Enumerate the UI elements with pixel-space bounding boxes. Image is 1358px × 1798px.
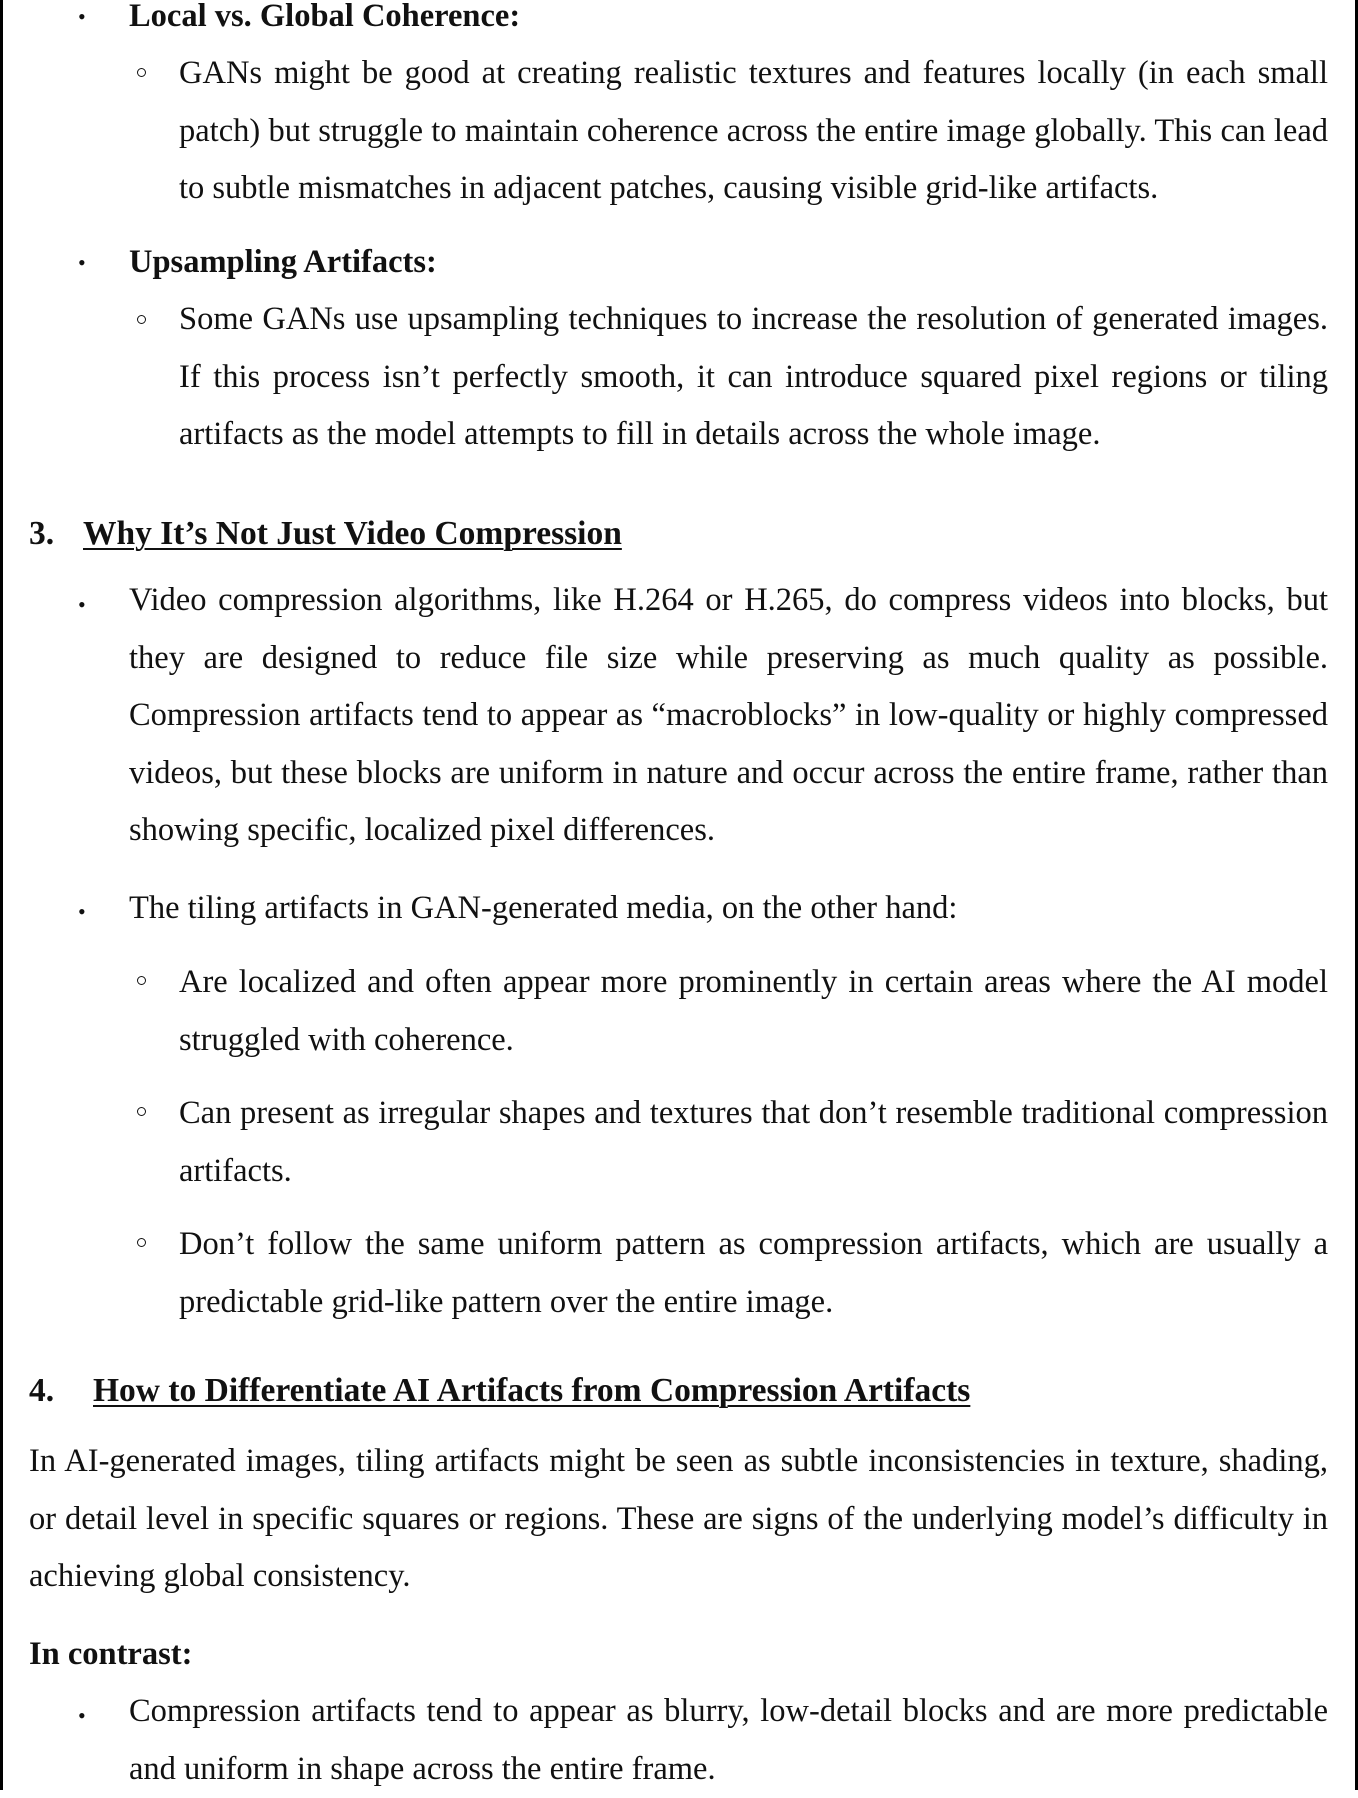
sub-item-local-global: GANs might be good at creating realistic textures and features locally (in each small patch) but struggle to maintain coherence across the entire image globally. This can lead to subtle mismatches in adjacent patches, causing visible grid-like artifacts. xyxy=(179,55,1328,206)
sub-bullet-circle xyxy=(137,976,146,985)
section-title-3: Why It’s Not Just Video Compression xyxy=(83,515,622,552)
bullet-dot: • xyxy=(78,250,86,275)
sub-bullet-circle xyxy=(137,315,146,324)
section-number-4: 4. xyxy=(29,1372,55,1409)
sub-item-upsampling: Some GANs use upsampling techniques to increase the resolution of generated images. If this process isn’t perfectly smooth, it can introduce squared pixel regions or tiling artifacts as the model attempts to fill in details across the whole image. xyxy=(179,301,1328,452)
paragraph-ai-generated: In AI-generated images, tiling artifacts might be seen as subtle inconsistencies in texture, shading, or detail level in specific squares or regions. These are signs of the underlying model’s difficulty in achieving global consistency. xyxy=(29,1443,1328,1594)
bullet-dot: • xyxy=(78,4,86,29)
sub-item-uniform-pattern: Don’t follow the same uniform pattern as compression artifacts, which are usually a predictable grid-like pattern over the entire image. xyxy=(179,1226,1328,1320)
paragraph-gan-tiling: The tiling artifacts in GAN-generated media, on the other hand: xyxy=(129,890,958,926)
sub-item-irregular: Can present as irregular shapes and textures that don’t resemble traditional compression artifacts. xyxy=(179,1095,1328,1189)
item-label-upsampling: Upsampling Artifacts: xyxy=(129,244,437,280)
section-title-4: How to Differentiate AI Artifacts from Compression Artifacts xyxy=(93,1372,971,1409)
sub-bullet-circle xyxy=(137,1107,146,1116)
section-heading-3 xyxy=(29,514,622,554)
in-contrast-label: In contrast: xyxy=(29,1636,193,1672)
item-label-local-global: Local vs. Global Coherence: xyxy=(129,0,521,34)
bullet-dot: • xyxy=(78,899,86,924)
bullet-dot: • xyxy=(78,592,86,617)
paragraph-video-compression: Video compression algorithms, like H.264 or H.265, do compress videos into blocks, but they are designed to reduce file size while preserving as much quality as possible. Compression artifacts tend to appear as “macroblocks” in low-quality or highly compressed videos, but these blocks are uniform in nature and occur across the entire frame, rather than showing specific, localized pixel differences. xyxy=(129,582,1328,848)
paragraph-compression-blurry: Compression artifacts tend to appear as blurry, low-detail blocks and are more predictable and uniform in shape across the entire frame. xyxy=(129,1693,1328,1787)
sub-item-localized: Are localized and often appear more prominently in certain areas where the AI model struggled with coherence. xyxy=(179,964,1328,1058)
sub-bullet-circle xyxy=(137,68,146,77)
section-number-3: 3. xyxy=(29,515,55,552)
bullet-dot: • xyxy=(78,1703,86,1728)
sub-bullet-circle xyxy=(137,1238,146,1247)
section-heading-4 xyxy=(29,1371,970,1411)
